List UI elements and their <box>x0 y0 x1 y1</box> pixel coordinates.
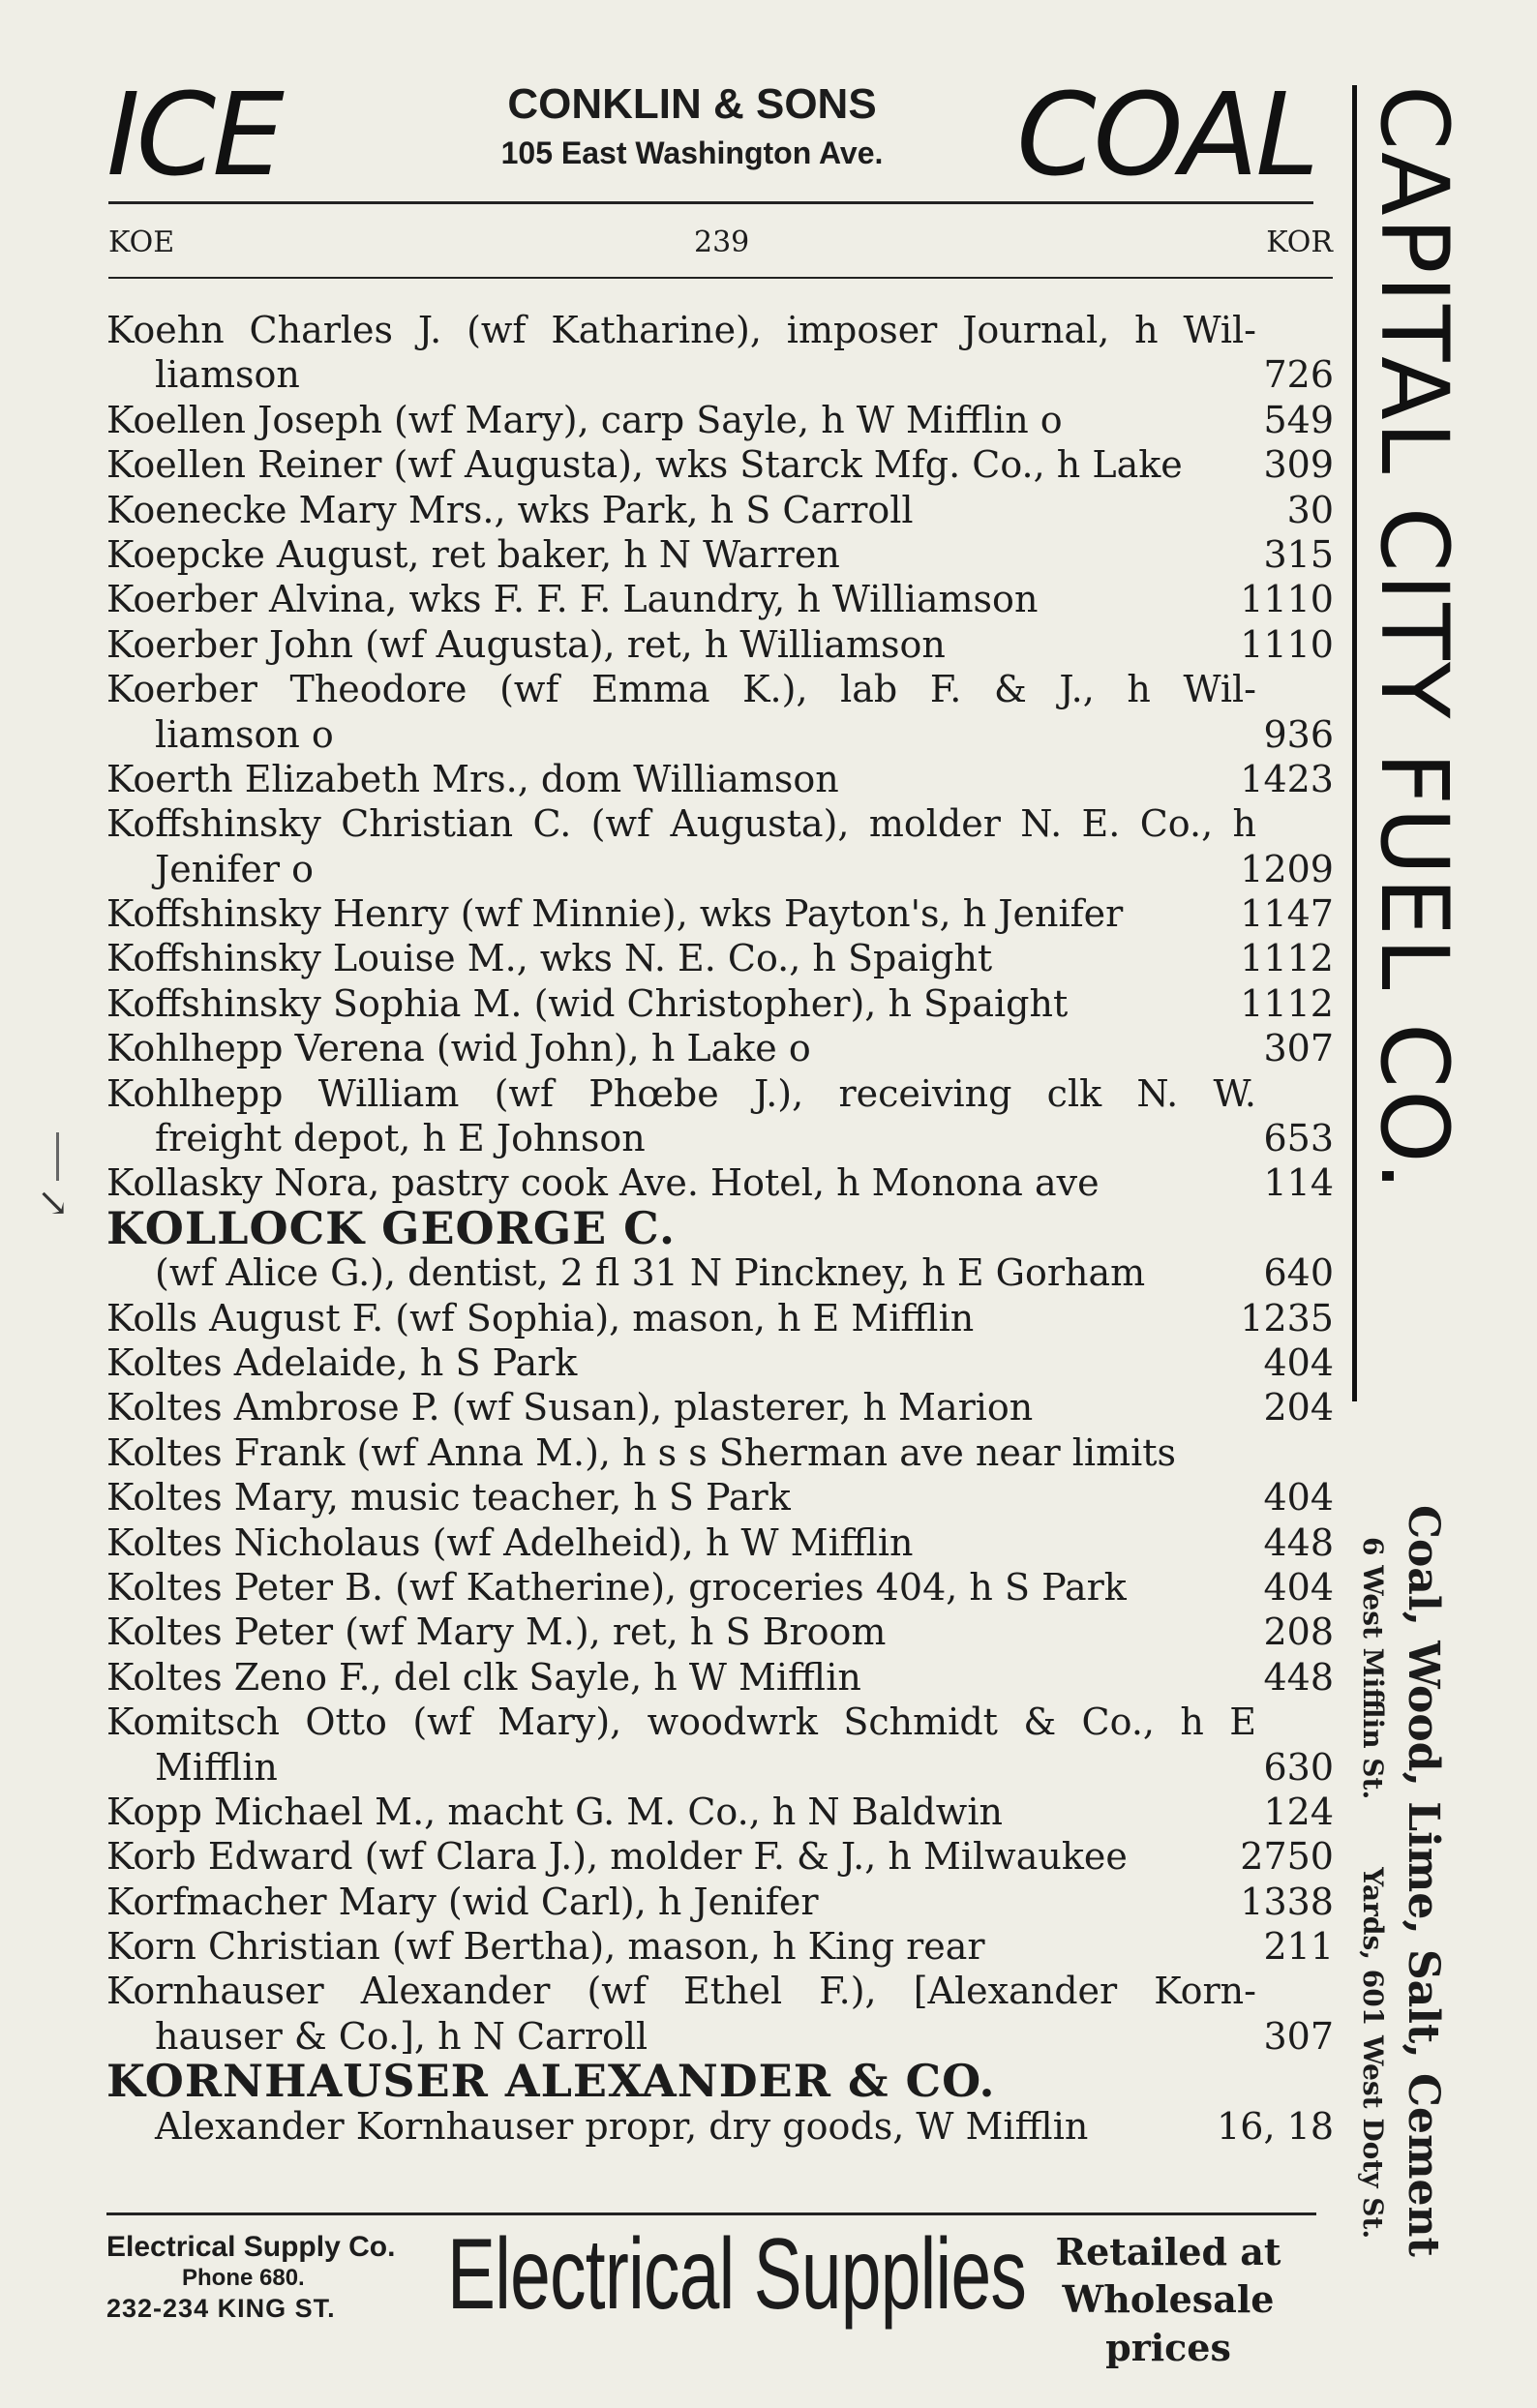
entry-text: Koerber John (wf Augusta), ret, h Williamson <box>106 622 946 666</box>
entry-number: 114 <box>1263 1161 1334 1205</box>
entry-number: 1338 <box>1240 1880 1334 1923</box>
entry-text: Kohlhepp Verena (wid John), h Lake o <box>106 1027 811 1070</box>
entry-line <box>106 1071 1334 1116</box>
entry-number: 630 <box>1263 1745 1334 1789</box>
entry-number: 1110 <box>1240 578 1334 621</box>
entry-line <box>106 1565 1334 1610</box>
entry-text: Koffshinsky Christian C. (wf Augusta), molder N. E. Co., h <box>106 802 1256 846</box>
margin-mark <box>56 1132 59 1181</box>
margin-hook: ↘ <box>37 1181 70 1225</box>
entry-text: Korn Christian (wf Bertha), mason, h King rear <box>106 1925 985 1969</box>
entry-line <box>106 1250 1334 1295</box>
entry-text: Kopp Michael M., macht G. M. Co., h N Baldwin <box>106 1790 1003 1833</box>
electrical-supply-block <box>106 2230 395 2324</box>
bottom-advertisement <box>106 2218 1316 2369</box>
entry-line <box>106 1880 1334 1924</box>
header-left-key: KOE <box>108 226 175 259</box>
top-advertisement <box>106 68 1316 201</box>
entry-text: Komitsch Otto (wf Mary), woodwrk Schmidt & Co., h E <box>106 1701 1256 1744</box>
side-ad-addresses <box>1357 1537 1389 2240</box>
entry-line <box>106 981 1334 1026</box>
entry-line <box>106 1296 1334 1340</box>
header-rule <box>108 277 1333 279</box>
entry-number: 204 <box>1263 1386 1334 1430</box>
entry-line <box>106 352 1334 397</box>
entry-line <box>106 1116 1334 1160</box>
bottom-tag-2: Wholesale prices <box>1062 2277 1275 2369</box>
entry-line <box>106 1745 1334 1790</box>
entry-line <box>106 442 1334 487</box>
page-number: 239 <box>694 226 750 259</box>
entry-line <box>106 1655 1334 1700</box>
entry-text: (wf Alice G.), dentist, 2 fl 31 N Pinckney, h E Gorham <box>155 1251 1146 1295</box>
entry-text: Koltes Nicholaus (wf Adelheid), h W Mifflin <box>106 1520 914 1564</box>
entry-text: Koltes Frank (wf Anna M.), h s s Sherman ave near limits <box>106 1430 1177 1474</box>
entry-line <box>106 712 1334 757</box>
entry-text: Jenifer o <box>155 847 315 890</box>
entry-line <box>106 308 1334 352</box>
entry-line <box>106 1969 1334 2013</box>
entry-line <box>106 398 1334 442</box>
entry-text: hauser & Co.], h N Carroll <box>155 2014 648 2058</box>
entry-text: Koltes Ambrose P. (wf Susan), plasterer, h Marion <box>106 1386 1034 1430</box>
entry-number: 211 <box>1263 1925 1334 1969</box>
entry-line <box>106 1790 1334 1834</box>
page-header <box>108 226 1333 264</box>
entry-line <box>106 1610 1334 1654</box>
entry-line <box>106 667 1334 711</box>
entry-line <box>106 847 1334 891</box>
entry-text: Kohlhepp William (wf Phœbe J.), receiving clk N. W. <box>106 1071 1256 1115</box>
directory-entries <box>106 308 1334 2149</box>
entry-number: 936 <box>1263 712 1334 756</box>
entry-line <box>106 1700 1334 1744</box>
entry-text: liamson <box>155 353 300 397</box>
entry-text: Alexander Kornhauser propr, dry goods, W Mifflin <box>155 2104 1089 2148</box>
entry-number: 726 <box>1263 353 1334 397</box>
entry-text: Korfmacher Mary (wid Carl), h Jenifer <box>106 1880 819 1923</box>
entry-line <box>106 1834 1334 1879</box>
entry-text: Koerber Alvina, wks F. F. F. Laundry, h Williamson <box>106 578 1039 621</box>
entry-text: Koerber Theodore (wf Emma K.), lab F. & J., h Wil- <box>106 668 1256 711</box>
entry-number: 1423 <box>1240 757 1334 800</box>
entry-number: 124 <box>1263 1790 1334 1833</box>
entry-text: KORNHAUSER ALEXANDER & CO. <box>106 2055 996 2108</box>
entry-text: Koltes Adelaide, h S Park <box>106 1340 578 1384</box>
entry-text: Kolls August F. (wf Sophia), mason, h E Mifflin <box>106 1296 975 1339</box>
entry-text: Koehn Charles J. (wf Katharine), imposer Journal, h Wil- <box>106 309 1256 351</box>
entry-number: 448 <box>1263 1655 1334 1699</box>
bottom-street: 232-234 KING ST. <box>106 2293 336 2323</box>
bottom-rule <box>106 2212 1316 2215</box>
entry-number: 307 <box>1263 1027 1334 1070</box>
entry-heading <box>106 2055 1334 2108</box>
entry-line <box>106 2014 1334 2059</box>
entry-text: Koellen Joseph (wf Mary), carp Sayle, h W Mifflin o <box>106 398 1063 441</box>
entry-text: liamson o <box>155 712 334 756</box>
entry-number: 404 <box>1263 1565 1334 1609</box>
entry-text: Koellen Reiner (wf Augusta), wks Starck Mfg. Co., h Lake <box>106 443 1183 487</box>
entry-heading <box>106 1201 1334 1254</box>
side-ad-yards: Yards, 601 West Doty St. <box>1357 1867 1389 2240</box>
firm-address: 105 East Washington Ave. <box>500 135 884 170</box>
coal-word: COAL <box>1016 68 1316 201</box>
entry-line <box>106 1475 1334 1520</box>
entry-number: 1112 <box>1240 981 1334 1025</box>
entry-number: 549 <box>1263 398 1334 441</box>
entry-line <box>106 757 1334 801</box>
entry-number: 448 <box>1263 1520 1334 1564</box>
entry-text: Kollasky Nora, pastry cook Ave. Hotel, h Monona ave <box>106 1161 1100 1205</box>
entry-text: Koltes Peter B. (wf Katherine), groceries 404, h S Park <box>106 1565 1127 1609</box>
entry-number: 1110 <box>1240 622 1334 666</box>
entry-line <box>106 532 1334 577</box>
entry-line <box>106 1026 1334 1070</box>
entry-number: 1147 <box>1240 892 1334 936</box>
entry-line <box>106 1160 1334 1205</box>
entry-text: Koffshinsky Henry (wf Minnie), wks Payton's, h Jenifer <box>106 892 1124 936</box>
entry-text: Koltes Peter (wf Mary M.), ret, h S Broom <box>106 1610 887 1654</box>
entry-line <box>106 1430 1334 1475</box>
entry-line <box>106 801 1334 846</box>
entry-text: Mifflin <box>155 1745 278 1789</box>
entry-number: 404 <box>1263 1476 1334 1520</box>
entry-number: 404 <box>1263 1340 1334 1384</box>
entry-number: 1235 <box>1240 1296 1334 1339</box>
header-right-key: KOR <box>1266 226 1333 259</box>
entry-number: 307 <box>1263 2014 1334 2058</box>
entry-number: 1209 <box>1240 847 1334 890</box>
entry-number: 2750 <box>1240 1835 1334 1879</box>
entry-number: 653 <box>1263 1117 1334 1160</box>
side-ad-products: Coal, Wood, Lime, Salt, Cement <box>1399 1505 1448 2257</box>
entry-text: Koltes Mary, music teacher, h S Park <box>106 1476 791 1520</box>
entry-line <box>106 622 1334 667</box>
entry-line <box>106 1340 1334 1385</box>
entry-text: Koenecke Mary Mrs., wks Park, h S Carroll <box>106 488 914 531</box>
bottom-tag-1: Retailed at <box>1055 2230 1281 2273</box>
entry-number: 309 <box>1263 443 1334 487</box>
entry-line <box>106 2104 1334 2149</box>
entry-text: Koffshinsky Sophia M. (wid Christopher), h Spaight <box>106 981 1069 1025</box>
entry-line <box>106 488 1334 532</box>
entry-line <box>106 936 1334 980</box>
firm-name: CONKLIN & SONS <box>507 80 877 128</box>
entry-number: 208 <box>1263 1610 1334 1654</box>
entry-line <box>106 1520 1334 1565</box>
ice-word: ICE <box>106 68 281 201</box>
entry-line <box>106 891 1334 936</box>
entry-text: KOLLOCK GEORGE C. <box>106 1201 677 1254</box>
bottom-headline: Electrical Supplies <box>447 2218 1027 2331</box>
entry-text: Koltes Zeno F., del clk Sayle, h W Mifflin <box>106 1655 861 1699</box>
entry-text: freight depot, h E Johnson <box>155 1117 646 1160</box>
entry-text: Korb Edward (wf Clara J.), molder F. & J., h Milwaukee <box>106 1835 1128 1879</box>
entry-line <box>106 1385 1334 1430</box>
side-ad-rule <box>1352 85 1357 1401</box>
bottom-phone: Phone 680. <box>182 2265 305 2291</box>
entry-text: Koepcke August, ret baker, h N Warren <box>106 532 840 576</box>
entry-number: 1112 <box>1240 937 1334 980</box>
entry-text: Koffshinsky Louise M., wks N. E. Co., h Spaight <box>106 937 993 980</box>
conklin-block <box>450 80 934 174</box>
entry-text: Koerth Elizabeth Mrs., dom Williamson <box>106 757 839 800</box>
entry-number: 16, 18 <box>1217 2104 1334 2148</box>
bottom-tagline <box>1020 2228 1316 2371</box>
entry-text: Kornhauser Alexander (wf Ethel F.), [Alexander Korn- <box>106 1970 1256 2013</box>
top-rule <box>108 201 1313 204</box>
bottom-firm: Electrical Supply Co. <box>106 2231 396 2263</box>
entry-number: 315 <box>1263 532 1334 576</box>
side-ad-office: 6 West Mifflin St. <box>1357 1537 1389 1800</box>
entry-line <box>106 1924 1334 1969</box>
entry-number: 640 <box>1263 1251 1334 1295</box>
side-ad-title: CAPITAL CITY FUEL CO. <box>1360 85 1468 1193</box>
entry-line <box>106 577 1334 621</box>
entry-number: 30 <box>1286 488 1334 531</box>
